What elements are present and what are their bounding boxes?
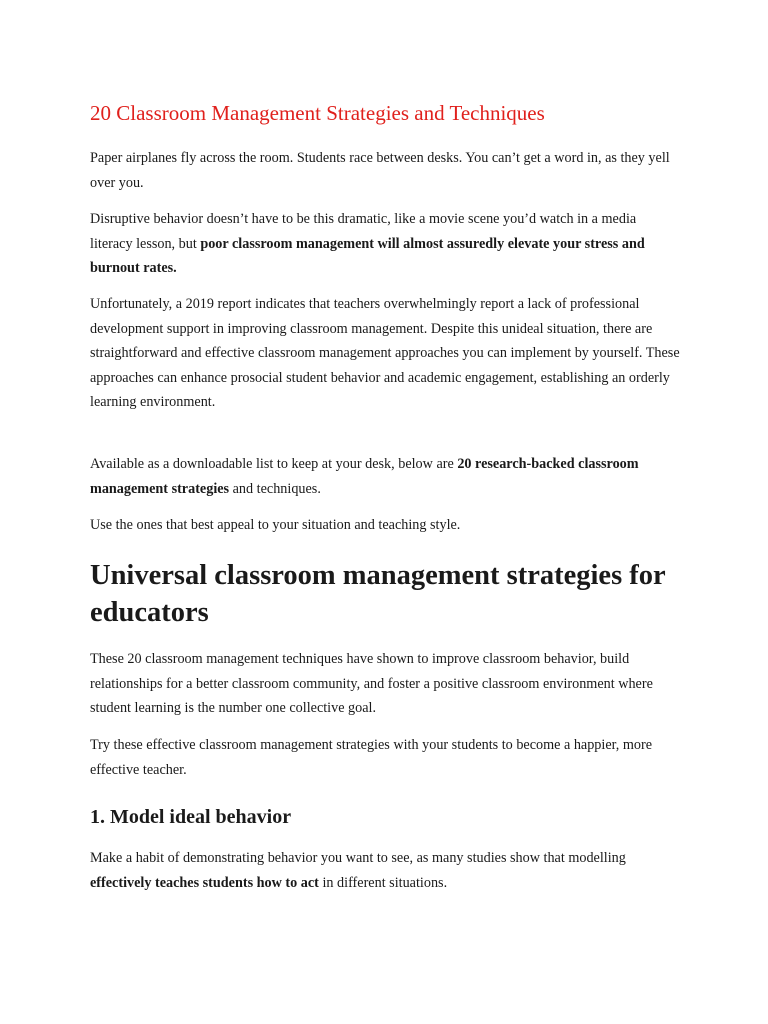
item-1-paragraph-text: Make a habit of demonstrating behavior you want to see, as many studies show that modelling xyxy=(90,850,626,866)
intro-paragraph-2-emphasis: poor classroom management will almost assuredly elevate your stress and burnout rates. xyxy=(90,235,645,277)
intro-paragraph-4 xyxy=(90,452,680,501)
section-heading: Universal classroom management strategies for educators xyxy=(90,560,666,628)
document-title: 20 Classroom Management Strategies and Techniques xyxy=(90,101,545,125)
section-paragraph-2: Try these effective classroom management strategies with your students to become a happier, more effective teacher. xyxy=(90,737,653,778)
intro-paragraph-4-tail: and techniques. xyxy=(229,480,321,497)
intro-paragraph-2 xyxy=(90,207,680,281)
item-1-paragraph-tail: in different situations. xyxy=(318,874,448,891)
intro-paragraph-1: Paper airplanes fly across the room. Students race between desks. You can’t get a word in, as they yell over you. xyxy=(90,150,670,191)
intro-paragraph-2-text: Disruptive behavior doesn’t have to be this dramatic, like a movie scene you’d watch in a media literacy lesson, but xyxy=(90,211,637,252)
item-1-heading: 1. Model ideal behavior xyxy=(90,806,292,828)
item-1-paragraph-emphasis: effectively teaches students how to act xyxy=(90,874,319,891)
intro-paragraph-5: Use the ones that best appeal to your situation and teaching style. xyxy=(90,517,461,533)
intro-paragraph-4-emphasis: 20 research-backed classroom management strategies xyxy=(90,456,639,497)
item-1-paragraph xyxy=(90,846,680,895)
section-paragraph-1: These 20 classroom management techniques have shown to improve classroom behavior, build relationships for a better classroom community, and foster a positive classroom environment where student learning is the number one collective goal. xyxy=(90,651,653,717)
intro-paragraph-4-text: Available as a downloadable list to keep at your desk, below are xyxy=(90,456,458,472)
intro-paragraph-3: Unfortunately, a 2019 report indicates that teachers overwhelmingly report a lack of professional development support in improving classroom management. Despite this unideal situation, there are straightforward and effective classroom management approaches you can implement by yourself. These approaches can enhance prosocial student behavior and academic engagement, establishing an orderly learning environment. xyxy=(90,296,680,411)
